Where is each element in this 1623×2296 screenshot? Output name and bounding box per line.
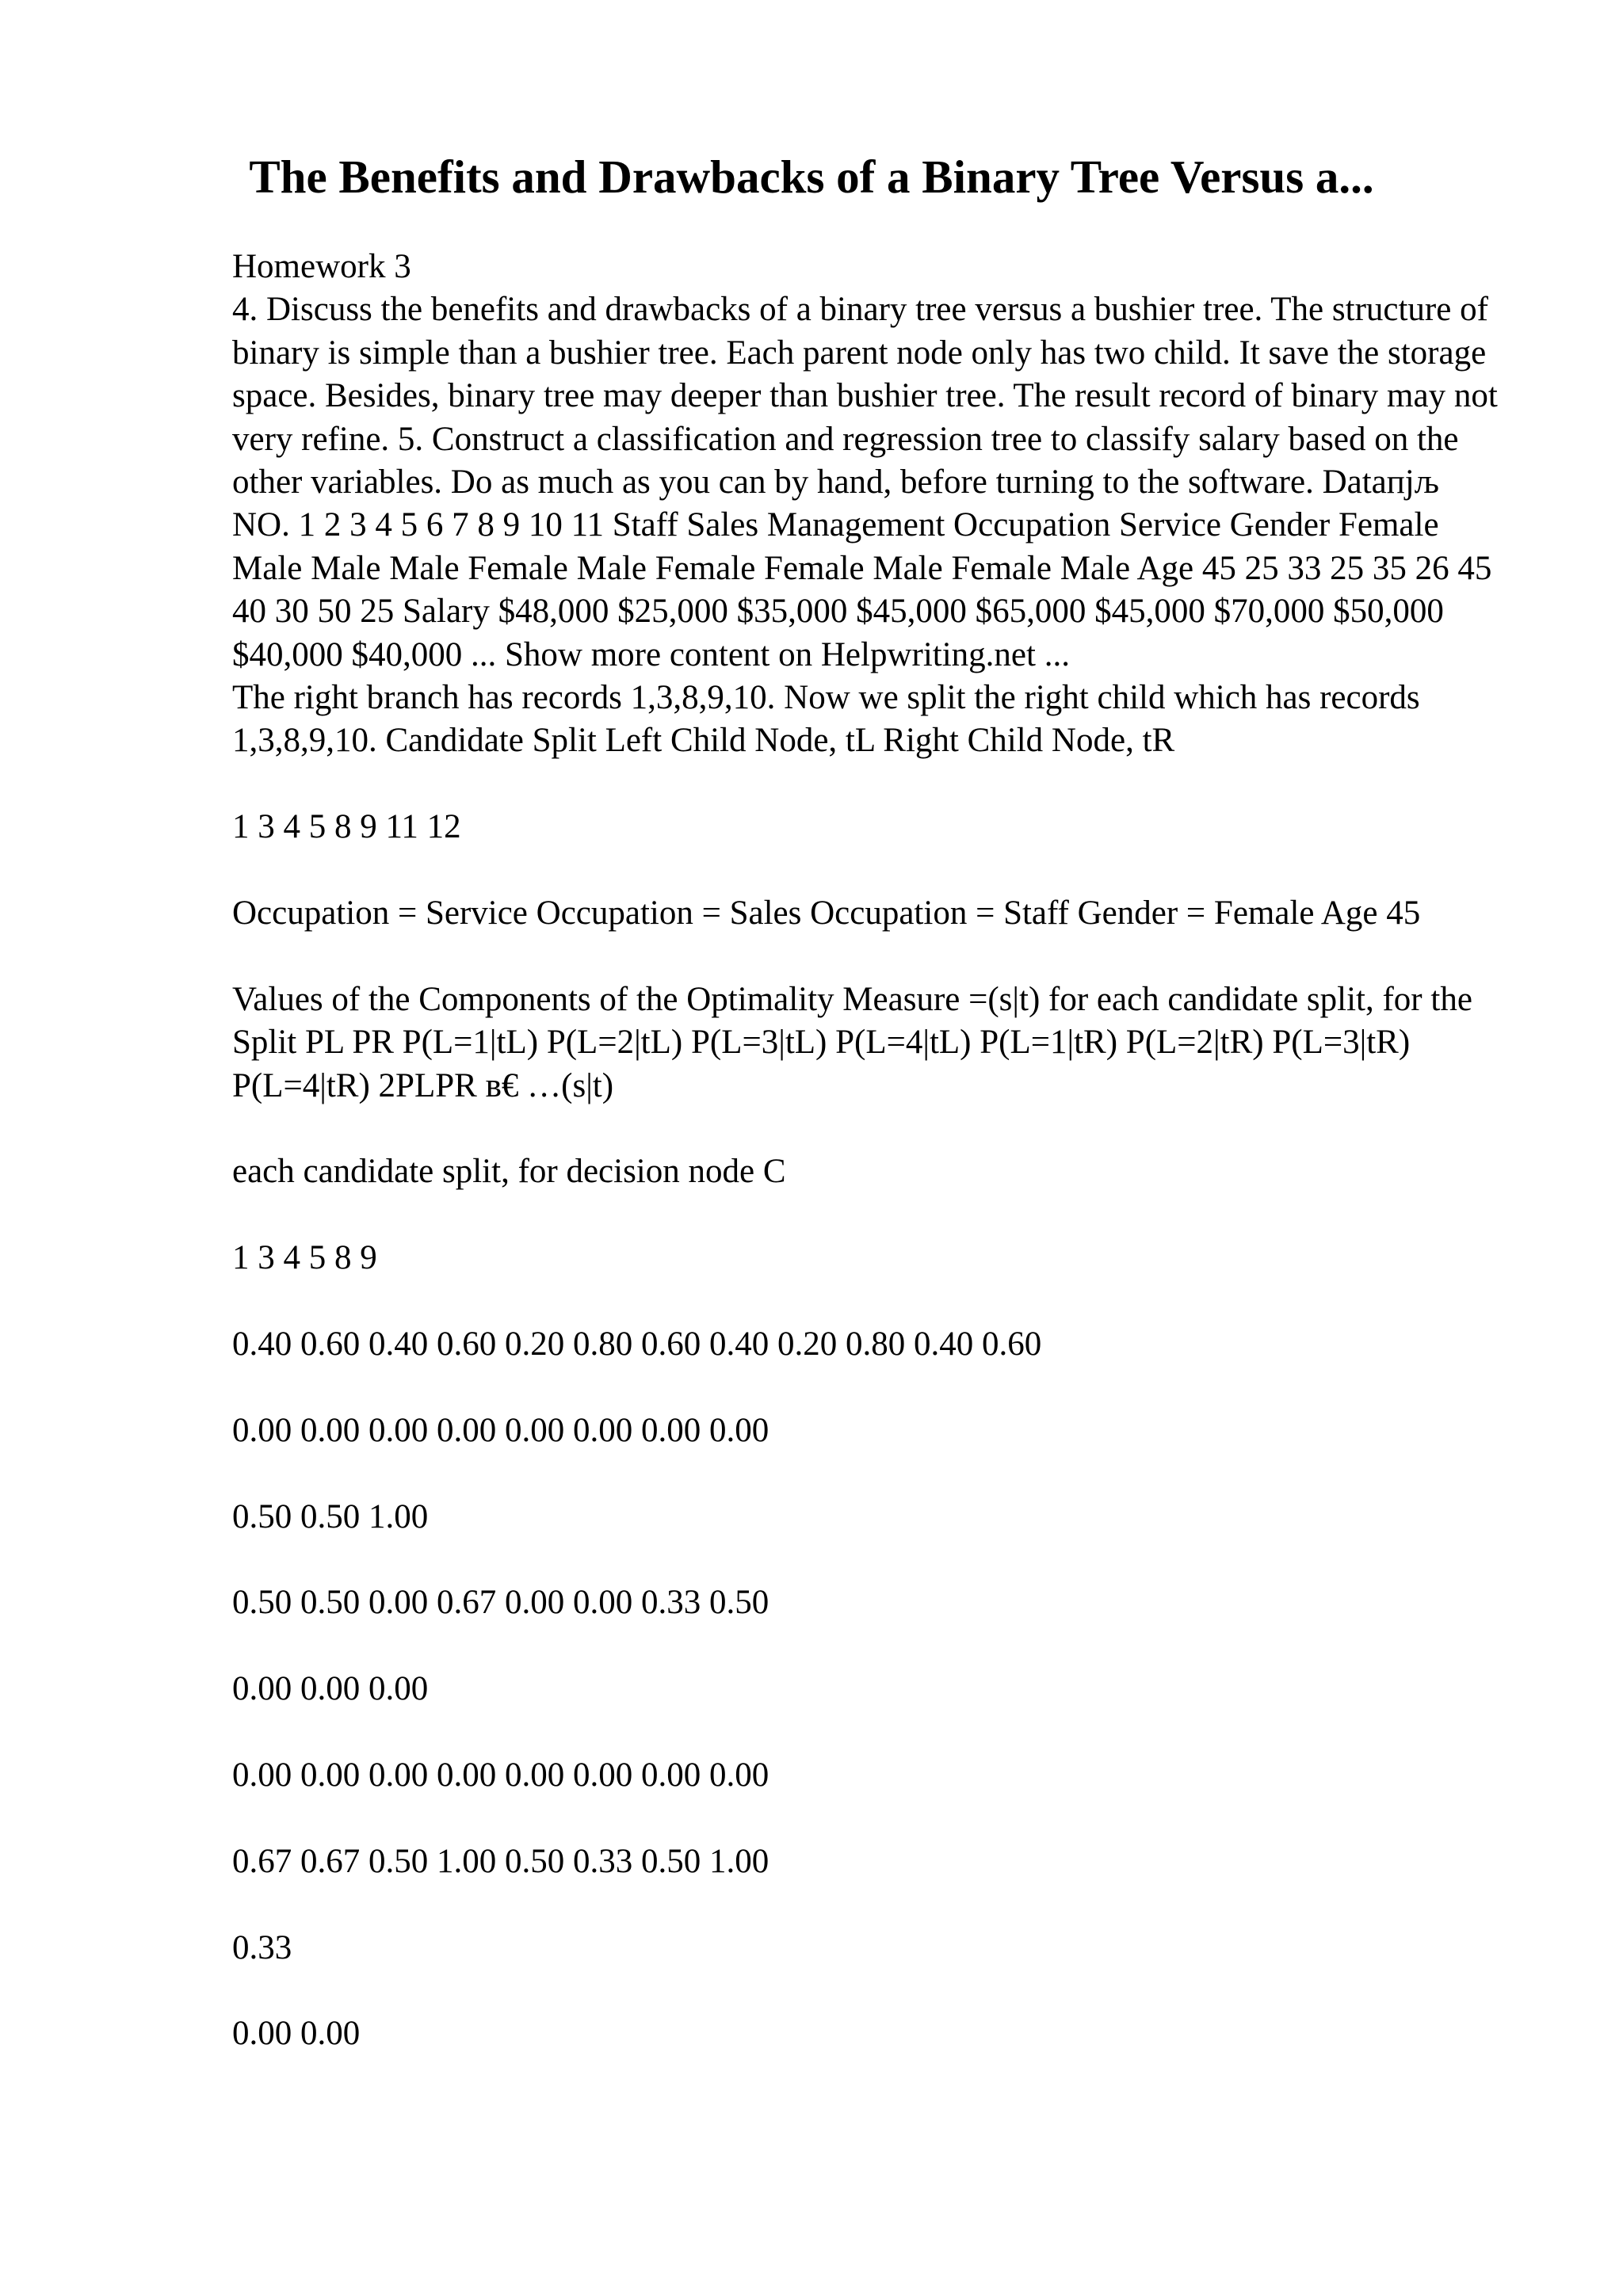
paragraph-split-ids: 1 3 4 5 8 9 bbox=[232, 1239, 377, 1277]
paragraph-values-row-5: 0.00 0.00 0.00 0.00 0.00 0.00 0.00 0.00 bbox=[232, 1756, 769, 1794]
paragraph-optimality-measure: Values of the Components of the Optimality Measure =(s|t) for each candidate split, for the Split PL PR P(L=1|tL) P(L=2|tL) P(L=3|tL) P(L=4|tL) P(L=1|tR) P(L=2|tR) P(L=3|tR) P(L=4|tR) 2PLPR в€ …(s|t) bbox=[232, 980, 1472, 1104]
paragraph-homework-label: Homework 3 bbox=[232, 248, 411, 285]
paragraph-values-row-2: 0.50 0.50 1.00 bbox=[232, 1497, 429, 1535]
paragraph-question-text: 4. Discuss the benefits and drawbacks of a binary tree versus a bushier tree. The structure of binary is simple than a bushier tree. Each parent node only has two child. It save the storage space. Besides, binary tree may deeper than bushier tree. The result record of binary may not very refine. 5. Construct a classification and regression tree to classify salary based on the other variables. Do as much as you can by hand, before turning to the software. Dataпјљ NO. 1 2 3 4 5 6 7 8 9 10 11 Staff Sales Management Occupation Service Gender Female Male Male Male Female Male Female Female Male Female Male Age 45 25 33 25 35 26 45 40 30 50 25 Salary $48,000 $25,000 $35,000 $45,000 $65,000 $45,000 $70,000 $50,000 $40,000 $40,000 ... Show more content on Helpwriting.net ... bbox=[232, 291, 1498, 673]
paragraph-values-row-4: 0.00 0.00 0.00 bbox=[232, 1670, 429, 1708]
document-title: The Benefits and Drawbacks of a Binary Tree Versus a... bbox=[249, 151, 1374, 203]
paragraph-right-branch: The right branch has records 1,3,8,9,10. Now we split the right child which has records 1,3,8,9,10. Candidate Split Left Child Node, tL Right Child Node, tR bbox=[232, 679, 1420, 760]
paragraph-values-row-3: 0.50 0.50 0.00 0.67 0.00 0.00 0.33 0.50 bbox=[232, 1584, 769, 1622]
paragraph-pl-pr-values: 0.40 0.60 0.40 0.60 0.20 0.80 0.60 0.40 0.20 0.80 0.40 0.60 bbox=[232, 1325, 1042, 1363]
paragraph-candidate-splits: Occupation = Service Occupation = Sales Occupation = Staff Gender = Female Age 45 bbox=[232, 894, 1421, 933]
document-body bbox=[232, 246, 1500, 2056]
paragraph-values-row-6: 0.67 0.67 0.50 1.00 0.50 0.33 0.50 1.00 bbox=[232, 1842, 769, 1880]
paragraph-decision-node: each candidate split, for decision node C bbox=[232, 1153, 786, 1191]
paragraph-record-list: 1 3 4 5 8 9 11 12 bbox=[232, 808, 461, 846]
paragraph-values-row-8: 0.00 0.00 bbox=[232, 2015, 361, 2053]
paragraph-values-row-7: 0.33 bbox=[232, 1928, 292, 1966]
paragraph-values-row-1: 0.00 0.00 0.00 0.00 0.00 0.00 0.00 0.00 bbox=[232, 1411, 769, 1449]
